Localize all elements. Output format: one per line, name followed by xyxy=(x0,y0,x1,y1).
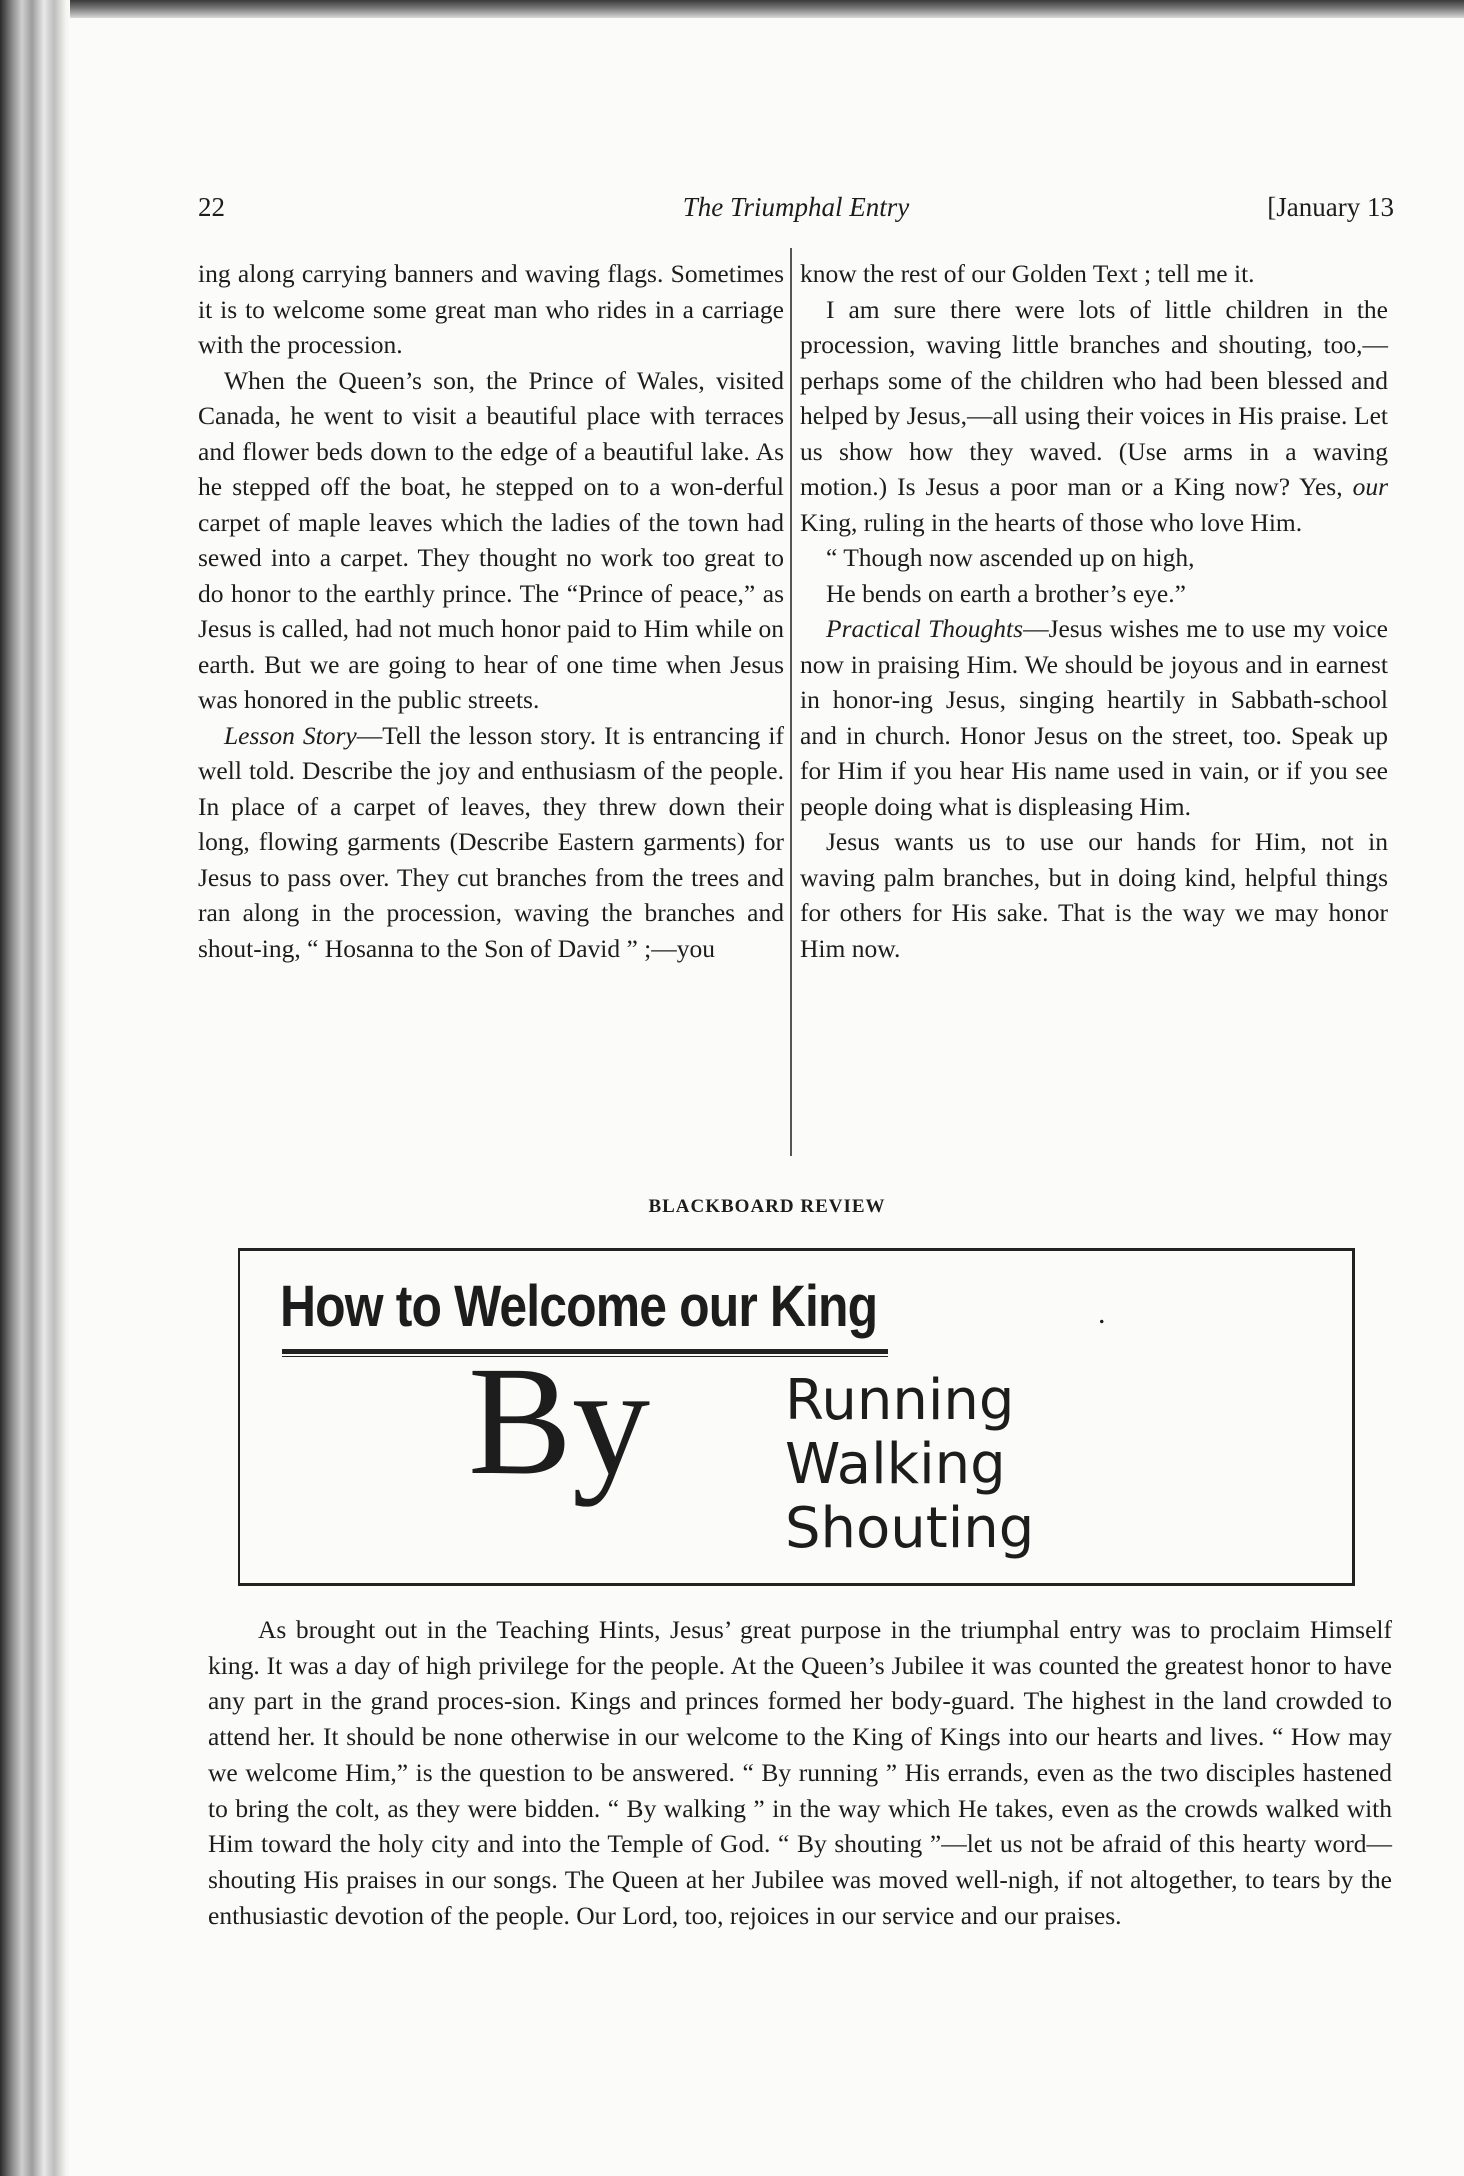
right-paragraph-1: know the rest of our Golden Text ; tell me it. xyxy=(800,259,1255,288)
left-paragraph-3 xyxy=(198,718,784,967)
blackboard-by: By xyxy=(468,1334,651,1507)
blackboard-box xyxy=(238,1248,1355,1586)
column-divider xyxy=(790,248,792,1156)
bottom-paragraph-block xyxy=(208,1612,1392,1933)
right-paragraph-2-text-a: I am sure there were lots of little children in the procession, waving little branches and shouting, too,—perhaps some of the children who had been blessed and helped by Jesus,—all using their voices in His praise. Let us show how they waved. (Use arms in a waving motion.) Is Jesus a poor man or a King now? Yes, xyxy=(800,294,1388,501)
verse-line-2: He bends on earth a brother’s eye.” xyxy=(826,578,1186,608)
blackboard-word-walking: Walking xyxy=(785,1432,1006,1497)
bottom-paragraph: As brought out in the Teaching Hints, Jesus’ great purpose in the triumphal entry was to proclaim Himself king. It was a day of high privilege for the people. At the Queen’s Jubilee it was counted the greatest honor to have any part in the grand proces-sion. Kings and princes formed her body-guard. The highest in the land crowded to attend her. It should be none otherwise in our welcome to the King of Kings into our hearts and lives. “ How may we welcome Him,” is the question to be answered. “ By running ” His errands, even as the two disciples hastened to bring the colt, as they were bidden. “ By walking ” in the way which He takes, even as the crowds walked with Him toward the holy city and into the Temple of God. “ By shouting ”—let us not be afraid of this hearty word—shouting His praises in our songs. The Queen at her Jubilee was moved well-nigh, if not altogether, to tears by the enthusiastic devotion of the people. Our Lord, too, rejoices in our service and our praises. xyxy=(208,1615,1392,1930)
left-paragraph-2: When the Queen’s son, the Prince of Wales, visited Canada, he went to visit a beautiful place with terraces and flower beds down to the edge of a beautiful lake. As he stepped off the boat, he stepped on to a won-derful carpet of maple leaves which the ladies of the town had sewed into a carpet. They thought no work too great to do honor to the earthly prince. The “Prince of peace,” as Jesus is called, had not much honor paid to Him while on earth. But we are going to hear of one time when Jesus was honored in the public streets. xyxy=(198,365,784,714)
blackboard-word-running: Running xyxy=(785,1368,1015,1433)
blackboard-dot: . xyxy=(1098,1297,1106,1330)
page-number: 22 xyxy=(198,192,225,222)
practical-thoughts-text: —Jesus wishes me to use my voice now in praising Him. We should be joyous and in earnest in honor-ing Jesus, singing heartily in Sabbath-school and in church. Honor Jesus on the street, too. Speak up for Him if you hear His name used in vain, or if you see people doing what is displeasing Him. xyxy=(800,614,1388,821)
practical-thoughts-label: Practical Thoughts xyxy=(826,614,1024,643)
verse-line-1: “ Though now ascended up on high, xyxy=(826,543,1195,572)
right-paragraph-2-text-b: King, ruling in the hearts of those who love Him. xyxy=(800,507,1303,537)
right-paragraph-4: Jesus wants us to use our hands for Him, not in waving palm branches, but in doing kind, helpful things for others for His sake. That is the way we may honor Him now. xyxy=(800,827,1388,963)
blackboard-word-shouting: Shouting xyxy=(785,1496,1035,1561)
left-column xyxy=(198,256,784,966)
right-paragraph-2-emphasis: our xyxy=(1352,472,1388,501)
right-column xyxy=(800,256,1388,966)
left-paragraph-1: ing along carrying banners and waving flags. Sometimes it is to welcome some great man who rides in a carriage with the procession. xyxy=(198,259,784,359)
right-paragraph-3 xyxy=(800,611,1388,824)
blackboard-review-heading: BLACKBOARD REVIEW xyxy=(648,1196,886,1217)
page-top-edge xyxy=(0,0,1464,18)
header-date: [January 13 xyxy=(1267,192,1394,222)
right-paragraph-2 xyxy=(800,292,1388,541)
lesson-story-label: Lesson Story xyxy=(224,720,357,750)
running-title: The Triumphal Entry xyxy=(682,192,910,222)
lesson-story-text: —Tell the lesson story. It is entrancing if well told. Describe the joy and enthusiasm of the people. In place of a carpet of leaves, they threw down their long, flowing garments (Describe Eastern garments) for Jesus to pass over. They cut branches from the trees and ran along in the procession, waving the branches and shout-ing, “ Hosanna to the Son of David ” ;—you xyxy=(198,720,784,963)
blackboard-word-list xyxy=(785,1369,1034,1561)
running-header xyxy=(198,192,1394,228)
blackboard-title: How to Welcome our King xyxy=(280,1274,878,1339)
book-binding-edge xyxy=(0,0,70,2176)
